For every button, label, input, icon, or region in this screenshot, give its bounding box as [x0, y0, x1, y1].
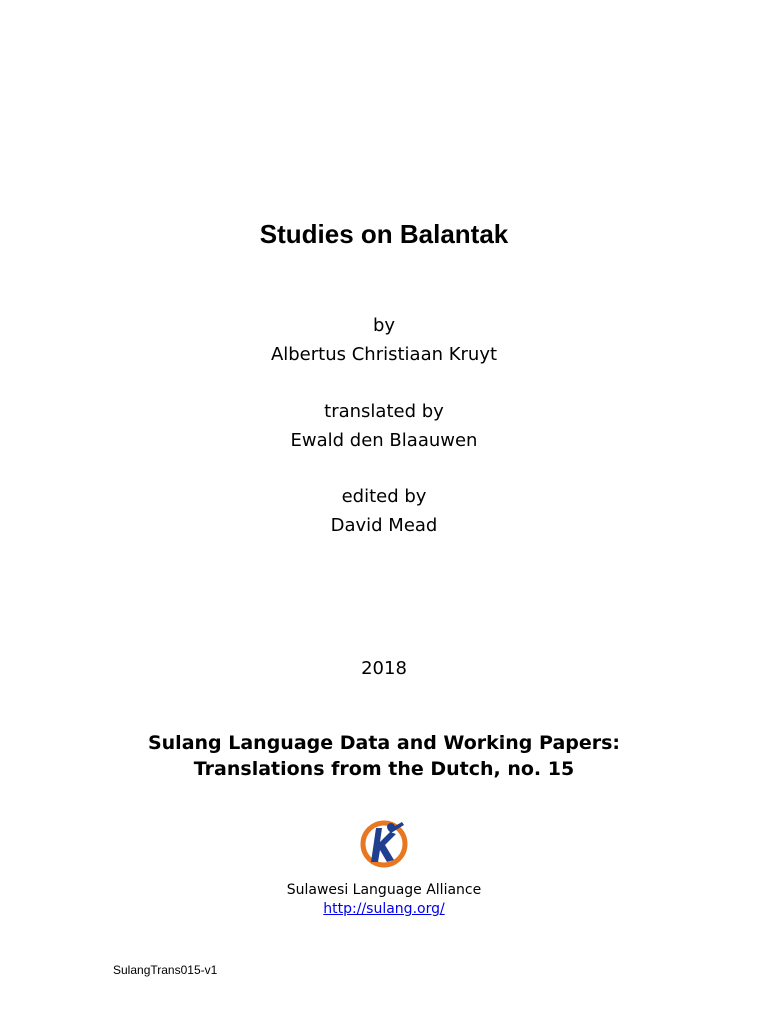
- document-id: SulangTrans015-v1: [113, 963, 218, 977]
- publisher-url-link[interactable]: http://sulang.org/: [323, 901, 445, 917]
- translated-by-label: translated by: [324, 401, 444, 422]
- document-title: Studies on Balantak: [259, 219, 509, 249]
- series-title-line-2: Translations from the Dutch, no. 15: [193, 758, 575, 780]
- edited-by-label: edited by: [341, 486, 427, 507]
- by-label: by: [372, 315, 396, 336]
- author-name: Albertus Christiaan Kruyt: [270, 344, 498, 365]
- publisher-url-line: [0, 900, 768, 918]
- translator-name: Ewald den Blaauwen: [290, 430, 478, 451]
- publisher-name: Sulawesi Language Alliance: [286, 882, 482, 898]
- editor-name: David Mead: [330, 515, 438, 536]
- publication-year: 2018: [361, 658, 407, 679]
- series-title-line-1: Sulang Language Data and Working Papers:: [147, 732, 621, 754]
- sulang-k-logo-icon: [358, 818, 410, 868]
